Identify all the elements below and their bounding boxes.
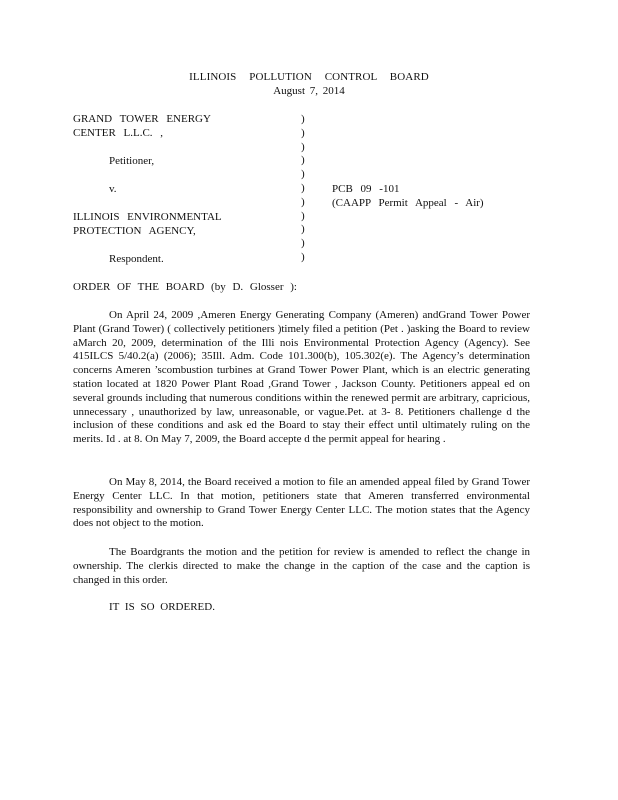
paragraph-text: On April 24, 2009 ,Ameren Energy Generating Company (Ameren) andGrand Tower Power Plant (Grand Tower) ( collectively petitioners )timely filed a petition (Pet . )asking the Board to review aMarch 20, 2009, determination of the Illi nois Environmental Protection Agency (Agency). See 415ILCS 5/40.2(a) (2006); 35Ill. Adm. Code 101.300(b), 105.302(e). The Agency’s determination concerns Ameren ’scombustion turbines at Grand Tower Power Plant, which is an electric generating station located at 1820 Power Plant Road ,Grand Tower , Jackson County. Petitioners appeal ed on several grounds including that numerous conditions within the renewed permit are arbitrary, capricious, unnecessary , unauthorized by law, unreasonable, or vague.Pet. at 3- 8. Petitioners challenge d the inclusion of these conditions and ask ed the Board to stay their effect until ultimately ruling on the merits. Id . at 8. On May 7, 2009, the Board accepte d the permit appeal for hearing .	[73, 309, 530, 446]
caption-paren: )	[301, 126, 305, 139]
paragraph-text: On May 8, 2014, the Board received a motion to file an amended appeal filed by Grand Tower Energy Center LLC. In that motion, petitioners state that Ameren transferred environmental responsibility and ownership to Grand Tower Energy Center LLC. The motion states that the Agency does not object to the motion.	[73, 476, 530, 530]
case-number: PCB 09 -101	[332, 183, 400, 195]
order-paragraph-1	[73, 309, 530, 447]
petitioner-name-line1: GRAND TOWER ENERGY	[73, 113, 211, 125]
order-paragraph-2	[73, 476, 530, 531]
paragraph-text: The Boardgrants the motion and the petition for review is amended to reflect the change in ownership. The clerkis directed to make the change in the caption of the case and the caption is changed in this order.	[73, 546, 530, 586]
caption-paren: )	[301, 209, 305, 222]
caption-paren: )	[301, 250, 305, 263]
caption-paren: )	[301, 154, 305, 167]
caption-paren: )	[301, 168, 305, 181]
closing-statement: IT IS SO ORDERED.	[109, 601, 215, 613]
caption-paren: )	[301, 223, 305, 236]
petitioner-role: Petitioner,	[109, 155, 155, 167]
case-type: (CAAPP Permit Appeal - Air)	[332, 197, 484, 209]
respondent-name-line1: ILLINOIS ENVIRONMENTAL	[73, 211, 222, 223]
caption-paren: )	[301, 195, 305, 208]
case-caption	[0, 0, 618, 280]
petitioner-name-line2: CENTER L.L.C. ,	[73, 127, 164, 139]
versus-label: v.	[109, 183, 117, 195]
caption-paren: )	[301, 113, 305, 125]
order-heading: ORDER OF THE BOARD (by D. Glosser ):	[73, 281, 297, 293]
order-paragraph-3	[73, 546, 530, 587]
respondent-role: Respondent.	[109, 253, 164, 265]
respondent-name-line2: PROTECTION AGENCY,	[73, 225, 196, 237]
order-date: August 7, 2014	[273, 85, 345, 97]
board-title: ILLINOIS POLLUTION CONTROL BOARD	[189, 71, 429, 83]
caption-parenthesis-column	[301, 113, 309, 265]
caption-paren: )	[301, 181, 305, 194]
caption-paren: )	[301, 237, 305, 250]
caption-paren: )	[301, 140, 305, 153]
